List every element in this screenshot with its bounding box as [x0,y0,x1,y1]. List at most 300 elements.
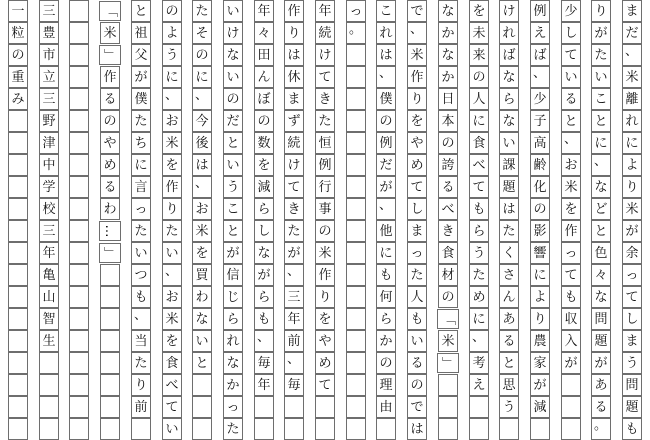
manuscript-cell: お [192,198,212,220]
manuscript-cell [69,66,89,88]
manuscript-cell [376,418,396,440]
manuscript-cell [346,330,366,352]
manuscript-cell [8,396,28,418]
manuscript-cell [69,198,89,220]
manuscript-cell: 食 [162,352,182,374]
manuscript-cell: な [438,0,458,22]
manuscript-cell: 、 [591,154,611,176]
manuscript-cell: う [469,242,489,264]
manuscript-cell: 影 [530,220,550,242]
manuscript-cell: 由 [376,396,396,418]
manuscript-cell [284,396,304,418]
manuscript-cell: 三 [39,0,59,22]
manuscript-cell: い [407,330,427,352]
manuscript-cell: も [407,308,427,330]
manuscript-cell [69,396,89,418]
manuscript-cell: 一 [8,0,28,22]
manuscript-cell: 米 [407,44,427,66]
manuscript-cell: 」 [99,45,121,65]
manuscript-cell: 例 [315,154,335,176]
manuscript-cell: の [438,286,458,308]
manuscript-cell: 年 [254,0,274,22]
manuscript-cell: を [254,154,274,176]
manuscript-cell: 毎 [284,374,304,396]
manuscript-cell [346,110,366,132]
manuscript-cell: た [499,220,519,242]
manuscript-cell: 来 [469,44,489,66]
manuscript-cell: い [223,0,243,22]
manuscript-cell: を [192,242,212,264]
manuscript-cell: ま [407,220,427,242]
manuscript-cell: 、 [376,198,396,220]
manuscript-cell: 響 [530,242,550,264]
manuscript-cell [100,396,120,418]
manuscript-cell: た [407,264,427,286]
manuscript-cell: 学 [39,176,59,198]
manuscript-cell: 米 [100,22,120,44]
manuscript-cell: 、 [131,308,151,330]
manuscript-cell: 祖 [131,22,151,44]
manuscript-cell: て [561,44,581,66]
manuscript-cell [438,396,458,418]
manuscript-cell [39,352,59,374]
manuscript-cell: 数 [254,132,274,154]
manuscript-cell [69,220,89,242]
manuscript-cell: そ [192,22,212,44]
manuscript-cell: 父 [131,44,151,66]
manuscript-cell: の [376,110,396,132]
manuscript-cell: な [438,44,458,66]
manuscript-cell [100,418,120,440]
manuscript-cell: を [162,154,182,176]
manuscript-cell [8,110,28,132]
manuscript-cell: い [223,154,243,176]
manuscript-cell: 年 [284,308,304,330]
manuscript-cell: き [284,198,304,220]
manuscript-cell: 例 [530,0,550,22]
manuscript-cell [100,308,120,330]
manuscript-cell: る [407,352,427,374]
manuscript-cell [346,418,366,440]
manuscript-cell: れ [376,22,396,44]
manuscript-cell [346,220,366,242]
manuscript-cell [561,396,581,418]
manuscript-cell: る [499,330,519,352]
manuscript-cell [8,308,28,330]
manuscript-cell: う [223,176,243,198]
manuscript-cell: 人 [469,88,489,110]
manuscript-cell: た [131,110,151,132]
manuscript-cell [100,374,120,396]
manuscript-cell: 言 [131,176,151,198]
manuscript-cell: が [591,352,611,374]
manuscript-cell: 重 [8,66,28,88]
manuscript-cell [469,396,489,418]
manuscript-cell: ら [376,308,396,330]
manuscript-cell: の [407,374,427,396]
manuscript-cell [69,0,89,22]
manuscript-cell: た [131,220,151,242]
manuscript-cell: 題 [591,330,611,352]
manuscript-cell: こ [223,198,243,220]
manuscript-cell: 収 [561,308,581,330]
manuscript-cell: の [223,88,243,110]
manuscript-cell: 米 [438,330,458,352]
manuscript-cell: の [438,132,458,154]
manuscript-cell: じ [223,286,243,308]
manuscript-cell: う [622,352,642,374]
manuscript-cell: り [530,308,550,330]
manuscript-cell: な [499,110,519,132]
manuscript-cell: な [499,66,519,88]
manuscript-cell [346,198,366,220]
manuscript-cell: き [315,88,335,110]
manuscript-cell: 問 [622,374,642,396]
manuscript-cell: 、 [530,66,550,88]
manuscript-cell: お [162,110,182,132]
manuscript-cell: 「 [437,309,459,329]
manuscript-cell: る [100,176,120,198]
manuscript-cell: に [622,132,642,154]
manuscript-cell: り [162,198,182,220]
manuscript-cell: と [223,132,243,154]
manuscript-cell: 」 [437,353,459,373]
manuscript-cell: い [162,242,182,264]
manuscript-cell [69,88,89,110]
manuscript-cell: え [469,374,489,396]
manuscript-cell: の [315,220,335,242]
manuscript-cell: 三 [284,286,304,308]
manuscript-cell: な [223,352,243,374]
manuscript-cell: 今 [192,110,212,132]
manuscript-cell: は [192,154,212,176]
manuscript-cell: が [223,242,243,264]
manuscript-cell: て [162,396,182,418]
manuscript-cell: っ [561,242,581,264]
manuscript-cell: が [591,22,611,44]
manuscript-cell: し [407,198,427,220]
manuscript-cell: の [376,352,396,374]
manuscript-cell: と [499,352,519,374]
manuscript-cell [469,418,489,440]
manuscript-cell: け [499,0,519,22]
manuscript-cell: の [192,44,212,66]
manuscript-cell: 子 [530,110,550,132]
manuscript-cell: 津 [39,132,59,154]
manuscript-cell: し [561,22,581,44]
manuscript-cell: 食 [469,132,489,154]
manuscript-cell: 減 [530,396,550,418]
manuscript-cell: 続 [315,22,335,44]
manuscript-cell: よ [622,154,642,176]
manuscript-cell [8,374,28,396]
manuscript-cell: こ [376,0,396,22]
manuscript-cell: な [591,176,611,198]
manuscript-cell: 毎 [254,352,274,374]
manuscript-cell: 日 [438,88,458,110]
manuscript-cell: 高 [530,132,550,154]
manuscript-cell: べ [438,198,458,220]
manuscript-cell: り [407,88,427,110]
manuscript-cell [69,132,89,154]
manuscript-cell [100,264,120,286]
manuscript-cell: 米 [162,308,182,330]
manuscript-cell: 家 [530,352,550,374]
manuscript-cell: 入 [561,330,581,352]
manuscript-cell [69,242,89,264]
manuscript-cell [561,418,581,440]
manuscript-cell: 少 [561,0,581,22]
manuscript-cell: ぼ [254,88,274,110]
manuscript-cell: 米 [192,220,212,242]
manuscript-cell: な [223,44,243,66]
manuscript-cell: 食 [438,242,458,264]
manuscript-cell: ば [499,44,519,66]
manuscript-cell: 余 [622,242,642,264]
manuscript-cell: て [407,176,427,198]
manuscript-cell: 何 [376,286,396,308]
manuscript-cell: 、 [376,66,396,88]
manuscript-cell: が [561,352,581,374]
manuscript-cell [39,396,59,418]
manuscript-cell: 作 [561,220,581,242]
manuscript-cell: の [254,110,274,132]
manuscript-cell [69,308,89,330]
manuscript-cell: 亀 [39,264,59,286]
manuscript-cell: り [284,22,304,44]
manuscript-cell [192,418,212,440]
manuscript-cell: 作 [407,66,427,88]
manuscript-cell: と [192,352,212,374]
manuscript-cell: が [376,176,396,198]
manuscript-cell [69,286,89,308]
manuscript-cell [346,132,366,154]
manuscript-cell [192,374,212,396]
manuscript-cell: る [561,88,581,110]
manuscript-cell: わ [100,198,120,220]
manuscript-cell [561,374,581,396]
manuscript-cell: 、 [192,176,212,198]
manuscript-cell: て [284,176,304,198]
manuscript-cell: や [315,330,335,352]
manuscript-cell [8,264,28,286]
manuscript-cell: 信 [223,264,243,286]
manuscript-cell: と [223,220,243,242]
manuscript-cell: 々 [254,22,274,44]
manuscript-cell [315,418,335,440]
manuscript-cell: 少 [530,88,550,110]
manuscript-cell [39,418,59,440]
manuscript-cell: 」 [99,243,121,263]
manuscript-cell: た [469,264,489,286]
manuscript-cell [69,110,89,132]
manuscript-cell [346,176,366,198]
manuscript-cell: 市 [39,44,59,66]
manuscript-cell: が [622,220,642,242]
manuscript-cell: は [499,198,519,220]
manuscript-cell: た [591,44,611,66]
manuscript-cell: 僕 [131,88,151,110]
manuscript-cell: た [223,418,243,440]
manuscript-cell: 本 [438,110,458,132]
manuscript-cell: 「 [99,1,121,21]
manuscript-cell: え [530,22,550,44]
manuscript-cell: 、 [469,330,489,352]
manuscript-cell: だ [376,154,396,176]
manuscript-cell: た [192,0,212,22]
manuscript-cell: お [162,286,182,308]
manuscript-cell: る [438,176,458,198]
manuscript-cell: を [162,330,182,352]
manuscript-cell [346,44,366,66]
manuscript-cell: や [100,132,120,154]
manuscript-cell [438,374,458,396]
manuscript-cell [254,418,274,440]
manuscript-cell: 、 [162,264,182,286]
manuscript-cell [100,330,120,352]
manuscript-cell: 前 [131,396,151,418]
manuscript-cell: 。 [346,22,366,44]
manuscript-cell: も [469,198,489,220]
manuscript-cell: 人 [407,286,427,308]
manuscript-cell: 作 [100,66,120,88]
manuscript-cell: が [284,242,304,264]
manuscript-cell: よ [162,22,182,44]
manuscript-cell: つ [131,264,151,286]
manuscript-cell: 色 [591,242,611,264]
manuscript-cell: 題 [499,176,519,198]
manuscript-cell: 化 [530,176,550,198]
manuscript-cell: 恒 [315,132,335,154]
manuscript-cell [254,396,274,418]
manuscript-cell [438,418,458,440]
manuscript-cell: う [499,396,519,418]
manuscript-cell: 農 [530,330,550,352]
manuscript-cell: を [315,308,335,330]
manuscript-cell: 当 [131,330,151,352]
manuscript-cell: と [561,110,581,132]
manuscript-cell: 年 [315,0,335,22]
manuscript-cell: っ [346,0,366,22]
manuscript-cell: り [131,374,151,396]
manuscript-cell: 後 [192,132,212,154]
manuscript-cell: 未 [469,22,489,44]
manuscript-cell: ら [254,286,274,308]
manuscript-cell [530,418,550,440]
manuscript-cell: っ [622,264,642,286]
manuscript-cell [8,352,28,374]
manuscript-cell: た [162,220,182,242]
manuscript-cell: 思 [499,374,519,396]
manuscript-cell: い [162,418,182,440]
manuscript-cell: や [407,132,427,154]
manuscript-cell: 齢 [530,154,550,176]
manuscript-cell: に [530,264,550,286]
manuscript-cell: し [254,220,274,242]
manuscript-cell: め [100,154,120,176]
manuscript-cell: 理 [376,374,396,396]
manuscript-cell: い [499,132,519,154]
manuscript-cell: っ [131,198,151,220]
manuscript-cell: き [438,220,458,242]
manuscript-cell: け [315,44,335,66]
manuscript-cell: い [561,66,581,88]
manuscript-cell: 材 [438,264,458,286]
manuscript-cell: 田 [254,44,274,66]
manuscript-cell: 山 [39,286,59,308]
manuscript-cell [69,44,89,66]
manuscript-cell: て [561,264,581,286]
manuscript-cell [8,220,28,242]
manuscript-cell [192,396,212,418]
manuscript-cell: の [469,66,489,88]
manuscript-cell: め [469,286,489,308]
manuscript-cell: は [284,44,304,66]
manuscript-cell: ら [254,198,274,220]
manuscript-cell: 事 [315,198,335,220]
manuscript-cell: ば [530,44,550,66]
manuscript-cell: も [254,308,274,330]
manuscript-cell [346,242,366,264]
manuscript-cell: 豊 [39,22,59,44]
manuscript-cell: 生 [39,330,59,352]
manuscript-cell: ま [622,0,642,22]
manuscript-cell: 題 [622,396,642,418]
manuscript-cell [346,396,366,418]
manuscript-cell: っ [223,396,243,418]
manuscript-cell: 、 [254,330,274,352]
manuscript-cell [499,418,519,440]
manuscript-cell: い [223,66,243,88]
manuscript-cell: 行 [315,176,335,198]
manuscript-cell [69,22,89,44]
manuscript-cell: り [591,0,611,22]
manuscript-cell: て [315,66,335,88]
manuscript-cell: 休 [284,66,304,88]
manuscript-cell: か [438,66,458,88]
manuscript-cell: ど [591,198,611,220]
manuscript-cell [346,66,366,88]
manuscript-cell: 課 [499,154,519,176]
manuscript-cell: 野 [39,110,59,132]
manuscript-cell: あ [591,374,611,396]
manuscript-cell [131,418,151,440]
manuscript-cell: 考 [469,352,489,374]
manuscript-cell: 作 [162,176,182,198]
manuscript-cell [8,286,28,308]
manuscript-cell: こ [591,88,611,110]
manuscript-cell: り [622,176,642,198]
manuscript-cell: い [131,242,151,264]
manuscript-cell: 、 [622,44,642,66]
manuscript-cell: 三 [39,88,59,110]
manuscript-cell: る [591,396,611,418]
manuscript-cell [69,374,89,396]
manuscript-cell: よ [530,286,550,308]
manuscript-cell [284,418,304,440]
manuscript-cell: た [315,110,335,132]
manuscript-cell [69,418,89,440]
manuscript-cell: 智 [39,308,59,330]
manuscript-cell: く [499,242,519,264]
manuscript-cell: 誇 [438,154,458,176]
manuscript-cell [8,154,28,176]
manuscript-cell [39,374,59,396]
manuscript-cell: ち [131,132,151,154]
manuscript-cell [69,352,89,374]
manuscript-cell [346,88,366,110]
manuscript-cell: に [192,66,212,88]
